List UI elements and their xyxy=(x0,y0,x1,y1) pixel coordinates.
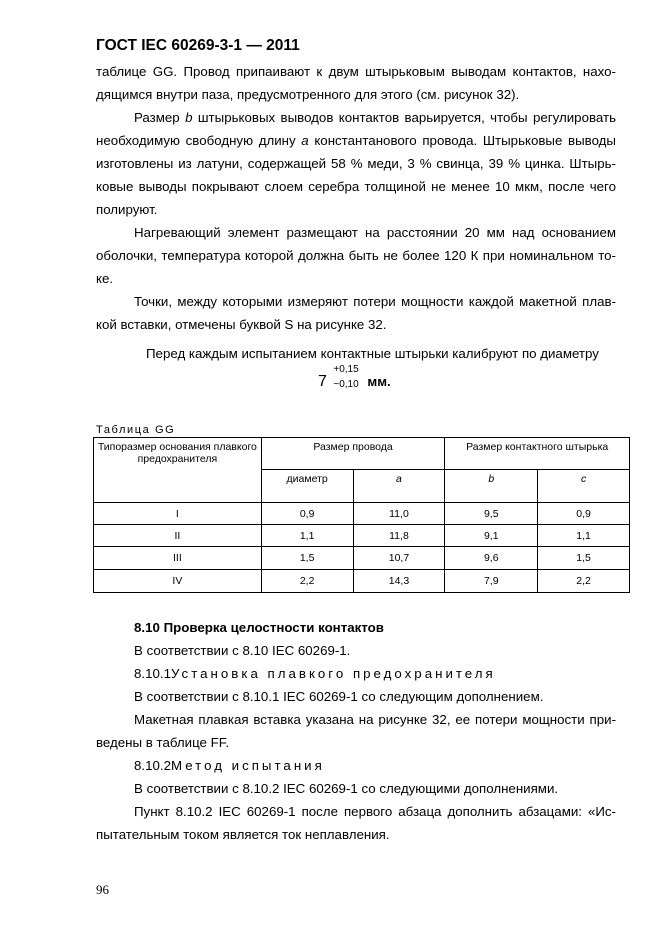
header-pin-size: Размер контактного штырька xyxy=(445,438,630,470)
table-caption: Таблица GG xyxy=(96,424,176,436)
table-cell: 1,5 xyxy=(261,547,353,570)
subsection-number: 8.10.1 xyxy=(134,666,171,681)
header-c: c xyxy=(538,470,630,503)
formula-lower: −0,10 xyxy=(333,379,359,390)
paragraph-line: кой вставки, отмечены буквой S на рисунке 32. xyxy=(96,317,387,332)
paragraph-line: Перед каждым испытанием контактные штырьки калибруют по диаметру xyxy=(146,346,599,361)
table-cell: 0,9 xyxy=(261,503,353,525)
table-cell: 11,8 xyxy=(353,525,445,547)
paragraph-line: В соответствии с 8.10.1 IEC 60269-1 со следующим дополнением. xyxy=(134,689,544,704)
table-cell: 9,1 xyxy=(445,525,538,547)
header-b: b xyxy=(445,470,538,503)
subsection-title: Установка плавкого предохранителя xyxy=(170,666,496,681)
subsection-title: Метод испытания xyxy=(170,758,325,773)
formula-unit: мм. xyxy=(367,374,391,389)
paragraph-line: Точки, между которыми измеряют потери мощности каждой макетной плав- xyxy=(134,294,616,309)
table-row xyxy=(94,570,630,593)
paragraph-line: В соответствии с 8.10.2 IEC 60269-1 со следующими дополнениями. xyxy=(134,781,559,796)
table-cell: 14,3 xyxy=(353,570,445,593)
formula-tolerance xyxy=(331,364,367,392)
text-span: константанового провода. Штырьковые выводы xyxy=(308,133,616,148)
paragraph-line: пытательным током является ток неплавления. xyxy=(96,827,390,842)
subsection-number: 8.10.2 xyxy=(134,758,171,773)
table-gg xyxy=(93,437,630,593)
paragraph-line: ковые выводы покрывают слоем серебра толщиной не менее 10 мкм, после чего xyxy=(96,179,616,194)
table-cell: 0,9 xyxy=(538,503,630,525)
table-cell: 9,5 xyxy=(445,503,538,525)
table-cell: II xyxy=(94,525,262,547)
table-cell: 9,6 xyxy=(445,547,538,570)
variable-a: a xyxy=(301,133,309,148)
paragraph-line: изготовлены из латуни, содержащей 58 % меди, 3 % свинца, 39 % цинка. Штырь- xyxy=(96,156,616,171)
paragraph-line: таблице GG. Провод припаивают к двум штырьковым выводам контактов, нахо- xyxy=(96,64,616,79)
paragraph-line: Макетная плавкая вставка указана на рисунке 32, ее потери мощности при- xyxy=(134,712,616,727)
text-span: необходимую свободную длину xyxy=(96,133,302,148)
variable-b: b xyxy=(185,110,193,125)
table-cell: 11,0 xyxy=(353,503,445,525)
page-number: 96 xyxy=(96,882,109,897)
paragraph-line: оболочки, температура которой должна быть не более 120 К при номинальном то- xyxy=(96,248,616,263)
table-cell: I xyxy=(94,503,262,525)
paragraph-line xyxy=(96,129,616,152)
table-cell: IV xyxy=(94,570,262,593)
table-cell: 1,1 xyxy=(261,525,353,547)
paragraph-line: полируют. xyxy=(96,202,158,217)
subsection-heading xyxy=(134,754,325,777)
header-wire-size: Размер провода xyxy=(261,438,445,470)
table-cell: 7,9 xyxy=(445,570,538,593)
paragraph-line: Пункт 8.10.2 IEC 60269-1 после первого абзаца дополнить абзацами: «Ис- xyxy=(134,804,616,819)
header-fuse-base: Типоразмер основания плавкого предохранителя xyxy=(94,438,262,503)
subsection-heading xyxy=(134,662,496,685)
tolerance-formula xyxy=(318,364,391,392)
paragraph-line: дящимся внутри паза, предусмотренного для этого (см. рисунок 32). xyxy=(96,87,520,102)
table-cell: 2,2 xyxy=(538,570,630,593)
paragraph-line: ведены в таблице FF. xyxy=(96,735,230,750)
paragraph-line: Нагревающий элемент размещают на расстоянии 20 мм над основанием xyxy=(134,225,616,240)
table-cell: III xyxy=(94,547,262,570)
table-cell: 10,7 xyxy=(353,547,445,570)
table-cell: 1,5 xyxy=(538,547,630,570)
section-heading: 8.10 Проверка целостности контактов xyxy=(134,620,384,635)
formula-base: 7 xyxy=(318,373,327,390)
table-row xyxy=(94,525,630,547)
header-a: a xyxy=(353,470,445,503)
paragraph-line xyxy=(134,106,616,129)
table-row xyxy=(94,503,630,525)
table-row xyxy=(94,547,630,570)
text-span: Размер xyxy=(134,110,186,125)
paragraph-line: ке. xyxy=(96,271,114,286)
header-diameter: диаметр xyxy=(261,470,353,503)
table-cell: 1,1 xyxy=(538,525,630,547)
document-header: ГОСТ IEC 60269-3-1 — 2011 xyxy=(96,37,300,54)
text-span: штырьковых выводов контактов варьируется, чтобы регулировать xyxy=(192,110,616,125)
paragraph-line: В соответствии с 8.10 IEC 60269-1. xyxy=(134,643,351,658)
formula-upper: +0,15 xyxy=(333,364,359,375)
table-cell: 2,2 xyxy=(261,570,353,593)
